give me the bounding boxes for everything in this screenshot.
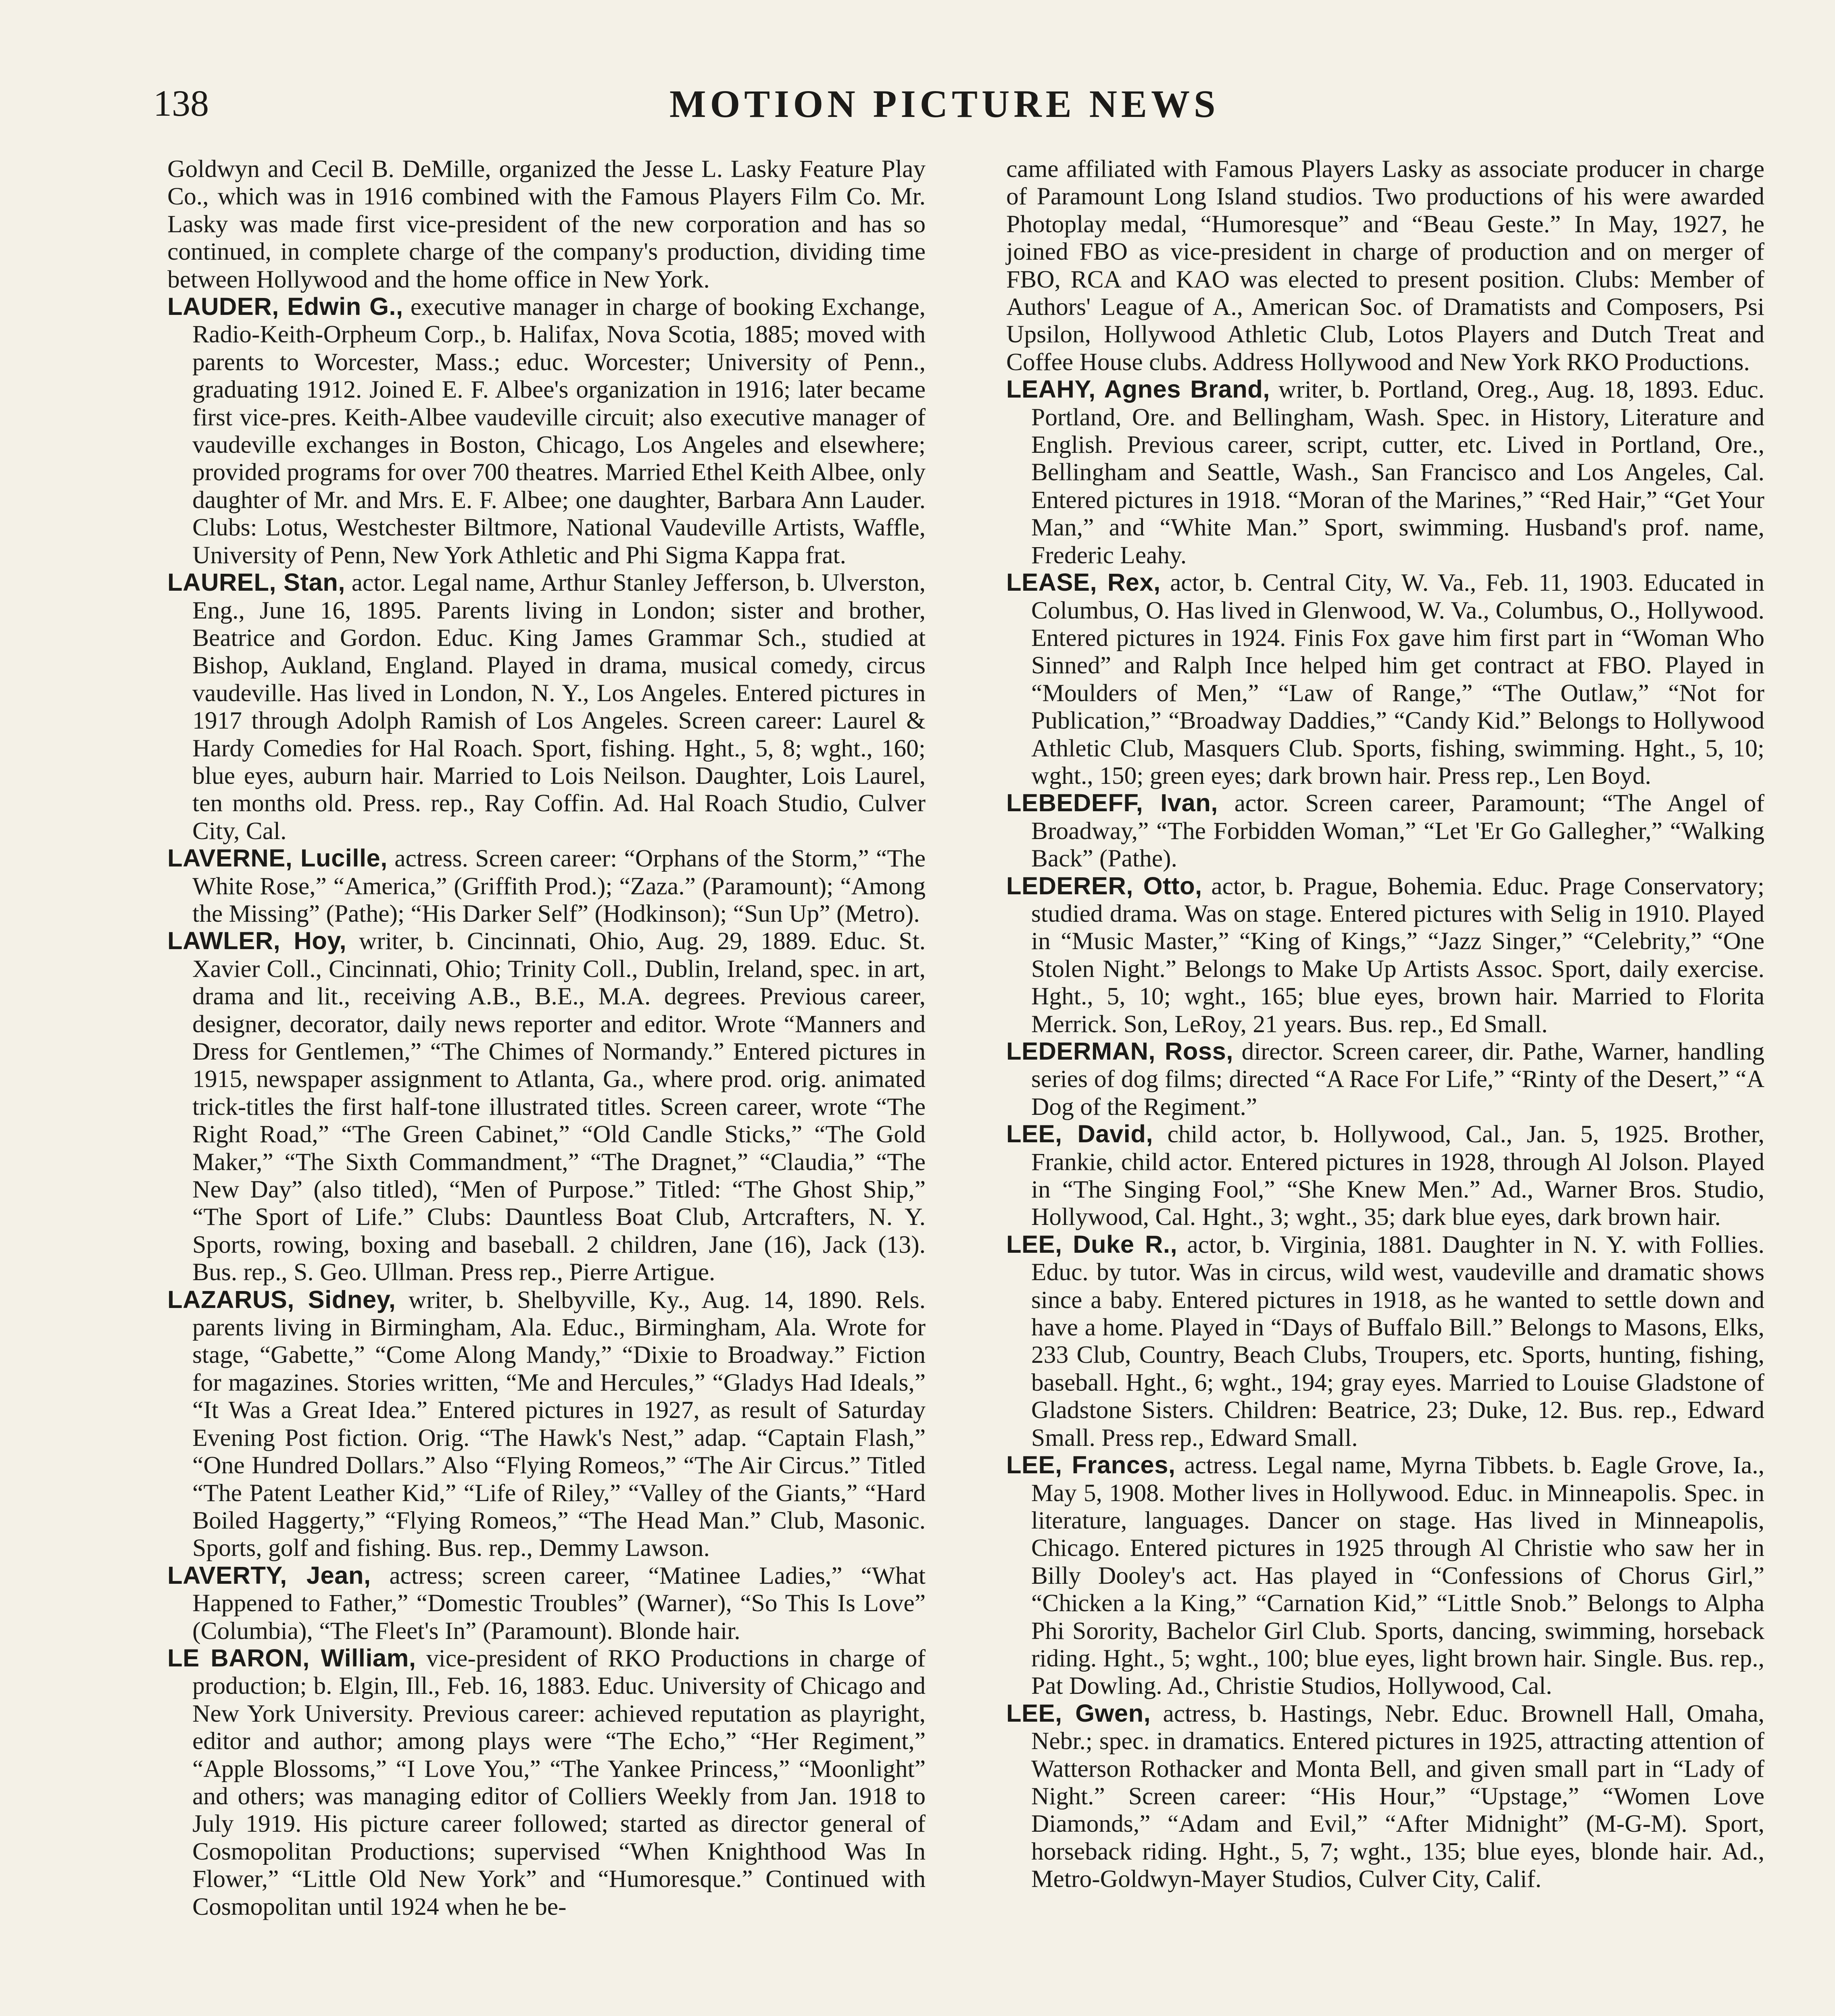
directory-entry [1006,1038,1764,1120]
entry-name: LAVERNE, Lucille, [167,844,388,873]
entry-text: actor, b. Central City, W. Va., Feb. 11, 1903. Educated in Columbus, O. Has lived in Glenwood, W. Va., Columbus, O., Hollywood. Entered pictures in 1924. Finis Fox gave him first part in “Woman Who Sinned” and Ralph Ince helped him get contract at FBO. Played in “Moulders of Men,” “Law of Range,” “The Outlaw,” “Not for Publication,” “Broadway Daddies,” “Candy Kid.” Belongs to Hollywood Athletic Club, Masquers Club. Sports, fishing, swimming. Hght., 5, 10; wght., 150; green eyes; dark brown hair. Press rep., Len Boyd. [1031,569,1765,789]
right-column [1006,155,1764,1893]
directory-entry [1006,873,1764,1038]
page-number: 138 [153,83,209,124]
entry-text: actress. Legal name, Myrna Tibbets. b. Eagle Grove, Ia., May 5, 1908. Mother lives in Hollywood. Educ. in Minneapolis. Spec. in literature, languages. Dancer on stage. Has lived in Minneapolis, Chicago. Entered pictures in 1925 through Al Christie who saw her in Billy Dooley's act. Has played in “Confessions of Chorus Girl,” “Chicken a la King,” “Carnation Kid,” “Little Snob.” Belongs to Alpha Phi Sorority, Bachelor Girl Club. Sports, dancing, swimming, horseback riding. Hght., 5; wght., 100; blue eyes, light brown hair. Single. Bus. rep., Pat Dowling. Ad., Christie Studios, Hollywood, Cal. [1031,1452,1765,1700]
entry-name: LE BARON, William, [167,1644,416,1672]
entry-name: LAWLER, Hoy, [167,927,347,955]
entry-name: LEAHY, Agnes Brand, [1006,375,1270,404]
entry-name: LEASE, Rex, [1006,569,1161,597]
directory-entry [1006,1452,1764,1700]
entry-text: writer, b. Shelbyville, Ky., Aug. 14, 1890. Rels. parents living in Birmingham, Ala. Educ., Birmingham, Ala. Wrote for stage, “Gabette,” “Come Along Mandy,” “Dixie to Broadway.” Fiction for magazines. Stories written, “Me and Hercules,” “Gladys Had Ideals,” “It Was a Great Idea.” Entered pictures in 1927, as result of Saturday Evening Post fiction. Orig. “The Hawk's Nest,” adap. “Captain Flash,” “One Hundred Dollars.” Also “Flying Romeos,” “The Air Circus.” Titled “The Patent Leather Kid,” “Life of Riley,” “Valley of the Giants,” “Hard Boiled Haggerty,” “Flying Romeos,” “The Head Man.” Club, Masonic. Sports, golf and fishing. Bus. rep., Demmy Lawson. [192,1286,926,1562]
directory-entry [167,1562,926,1645]
directory-entry [167,293,926,569]
entry-name: LEBEDEFF, Ivan, [1006,789,1218,817]
directory-entry [167,569,926,845]
entry-continuation [1006,155,1764,376]
directory-entry [1006,376,1764,569]
entry-text: actress. Screen career: “Orphans of the Storm,” “The White Rose,” “America,” (Griffith Prod.); “Zaza.” (Paramount); “Among the Missing” (Pathe); “His Darker Self” (Hodkinson); “Sun Up” (Metro). [192,845,926,927]
entry-text: Goldwyn and Cecil B. DeMille, organized the Jesse L. Lasky Feature Play Co., which was in 1916 combined with the Famous Players Film Co. Mr. Lasky was made first vice-president of the new corporation and has so continued, in complete charge of the company's production, dividing time between Hollywood and the home office in New York. [167,155,926,293]
directory-entry [1006,789,1764,872]
entry-text: director. Screen career, dir. Pathe, Warner, handling series of dog films; directed “A Race For Life,” “Rinty of the Desert,” “A Dog of the Regiment.” [1031,1038,1765,1120]
entry-text: actor. Screen career, Paramount; “The Angel of Broadway,” “The Forbidden Woman,” “Let 'Er Go Gallegher,” “Walking Back” (Pathe). [1031,789,1765,873]
entry-name: LEDERMAN, Ross, [1006,1037,1233,1065]
entry-name: LAUREL, Stan, [167,569,345,597]
entry-name: LAUDER, Edwin G., [167,293,403,321]
entry-text: came affiliated with Famous Players Lasky as associate producer in charge of Paramount Long Island studios. Two productions of his were awarded Photoplay medal, “Humoresque” and “Beau Geste.” In May, 1927, he joined FBO as vice-president in charge of production and on merger of FBO, RCA and KAO was elected to present position. Clubs: Member of Authors' League of A., American Soc. of Dramatists and Composers, Psi Upsilon, Hollywood Athletic Club, Lotos Players and Dutch Treat and Coffee House clubs. Address Hollywood and New York RKO Productions. [1006,155,1764,376]
publication-header: MOTION PICTURE NEWS [669,82,1220,125]
entry-name: LEE, Gwen, [1006,1699,1151,1727]
entry-name: LAZARUS, Sidney, [167,1285,396,1314]
entry-text: actor. Legal name, Arthur Stanley Jefferson, b. Ulverston, Eng., June 16, 1895. Parents living in London; sister and brother, Beatrice and Gordon. Educ. King James Grammar Sch., studied at Bishop, Aukland, England. Played in drama, musical comedy, circus vaudeville. Has lived in London, N. Y., Los Angeles. Entered pictures in 1917 through Adolph Ramish of Los Angeles. Screen career: Laurel & Hardy Comedies for Hal Roach. Sport, fishing. Hght., 5, 8; wght., 160; blue eyes, auburn hair. Married to Lois Neilson. Daughter, Lois Laurel, ten months old. Press. rep., Ray Coffin. Ad. Hal Roach Studio, Culver City, Cal. [192,569,926,845]
entry-text: child actor, b. Hollywood, Cal., Jan. 5, 1925. Brother, Frankie, child actor. Entered pictures in 1928, through Al Jolson. Played in “The Singing Fool,” “She Knew Men.” Ad., Warner Bros. Studio, Hollywood, Cal. Hght., 3; wght., 35; dark blue eyes, dark brown hair. [1031,1120,1765,1231]
entry-name: LEDERER, Otto, [1006,872,1202,900]
directory-entry [167,845,926,927]
entry-text: writer, b. Cincinnati, Ohio, Aug. 29, 1889. Educ. St. Xavier Coll., Cincinnati, Ohio; Trinity Coll., Dublin, Ireland, spec. in art, drama and lit., receiving A.B., B.E., M.A. degrees. Previous career, designer, decorator, daily news reporter and editor. Wrote “Manners and Dress for Gentlemen,” “The Chimes of Normandy.” Entered pictures in 1915, newspaper assignment to Atlanta, Ga., where prod. orig. animated trick-titles the first half-tone illustrated titles. Screen career, wrote “The Right Road,” “The Green Cabinet,” “Old Candle Sticks,” “The Gold Maker,” “The Sixth Commandment,” “The Dragnet,” “Claudia,” “The New Day” (also titled), “Men of Purpose.” Titled: “The Ghost Ship,” “The Sport of Life.” Clubs: Dauntless Boat Club, Artcrafters, N. Y. Sports, rowing, boxing and baseball. 2 children, Jane (16), Jack (13). Bus. rep., S. Geo. Ullman. Press rep., Pierre Artigue. [192,927,926,1286]
entry-text: executive manager in charge of booking Exchange, Radio-Keith-Orpheum Corp., b. Halifax, Nova Scotia, 1885; moved with parents to Worcester, Mass.; educ. Worcester; University of Penn., graduating 1912. Joined E. F. Albee's organization in 1916; later became first vice-pres. Keith-Albee vaudeville circuit; also executive manager of vaudeville exchanges in Boston, Chicago, Los Angeles and elsewhere; provided programs for over 700 theatres. Married Ethel Keith Albee, only daughter of Mr. and Mrs. E. F. Albee; one daughter, Barbara Ann Lauder. Clubs: Lotus, Westchester Biltmore, National Vaudeville Artists, Waffle, University of Penn, New York Athletic and Phi Sigma Kappa frat. [192,293,926,569]
directory-entry [1006,1120,1764,1231]
entry-name: LEE, Frances, [1006,1451,1176,1479]
directory-entry [1006,1231,1764,1452]
entry-name: LEE, David, [1006,1120,1153,1148]
left-column [167,155,926,1920]
entry-text: vice-president of RKO Productions in charge of production; b. Elgin, Ill., Feb. 16, 1883. Educ. University of Chicago and New York University. Previous career: achieved reputation as playright, editor and author; among plays were “The Echo,” “Her Regiment,” “Apple Blossoms,” “I Love You,” “The Yankee Princess,” “Moonlight” and others; was managing editor of Colliers Weekly from Jan. 1918 to July 1919. His picture career followed; started as director general of Cosmopolitan Productions; supervised “When Knighthood Was In Flower,” “Little Old New York” and “Humoresque.” Continued with Cosmopolitan until 1924 when he be- [192,1644,926,1920]
entry-text: actress, b. Hastings, Nebr. Educ. Brownell Hall, Omaha, Nebr.; spec. in dramatics. Entered pictures in 1925, attracting attention of Watterson Rothacker and Monta Bell, and given small part in “Lady of Night.” Screen career: “His Hour,” “Upstage,” “Women Love Diamonds,” “Adam and Evil,” “After Midnight” (M-G-M). Sport, horseback riding. Hght., 5, 7; wght., 135; blue eyes, blonde hair. Ad., Metro-Goldwyn-Mayer Studios, Culver City, Calif. [1031,1699,1765,1893]
directory-entry [167,1286,926,1562]
entry-continuation [167,155,926,293]
entry-name: LAVERTY, Jean, [167,1561,371,1589]
directory-entry [167,927,926,1286]
directory-entry [1006,1700,1764,1893]
entry-text: actress; screen career, “Matinee Ladies,” “What Happened to Father,” “Domestic Troubles” (Warner), “So This Is Love” (Columbia), “The Fleet's In” (Paramount). Blonde hair. [192,1562,926,1645]
entry-text: actor, b. Prague, Bohemia. Educ. Prage Conservatory; studied drama. Was on stage. Entered pictures with Selig in 1910. Played in “Music Master,” “King of Kings,” “Jazz Singer,” “Celebrity,” “One Stolen Night.” Belongs to Make Up Artists Assoc. Sport, daily exercise. Hght., 5, 10; wght., 165; blue eyes, brown hair. Married to Florita Merrick. Son, LeRoy, 21 years. Bus. rep., Ed Small. [1031,872,1764,1038]
entry-name: LEE, Duke R., [1006,1230,1178,1258]
entry-text: writer, b. Portland, Oreg., Aug. 18, 1893. Educ. Portland, Ore. and Bellingham, Wash. Spec. in History, Literature and English. Previous career, script, cutter, etc. Lived in Portland, Ore., Bellingham and Seattle, Wash., San Francisco and Los Angeles, Cal. Entered pictures in 1918. “Moran of the Marines,” “Red Hair,” “Get Your Man,” and “White Man.” Sport, swimming. Husband's prof. name, Frederic Leahy. [1031,376,1764,569]
directory-entry [167,1645,926,1920]
entry-text: actor, b. Virginia, 1881. Daughter in N. Y. with Follies. Educ. by tutor. Was in circus, wild west, vaudeville and dramatic shows since a baby. Entered pictures in 1918, as he wanted to settle down and have a home. Played in “Days of Buffalo Bill.” Belongs to Masons, Elks, 233 Club, Country, Beach Clubs, Troupers, etc. Sports, hunting, fishing, baseball. Hght., 6; wght., 194; gray eyes. Married to Louise Gladstone of Gladstone Sisters. Children: Beatrice, 23; Duke, 12. Bus. rep., Edward Small. Press rep., Edward Small. [1031,1231,1764,1452]
directory-entry [1006,569,1764,789]
